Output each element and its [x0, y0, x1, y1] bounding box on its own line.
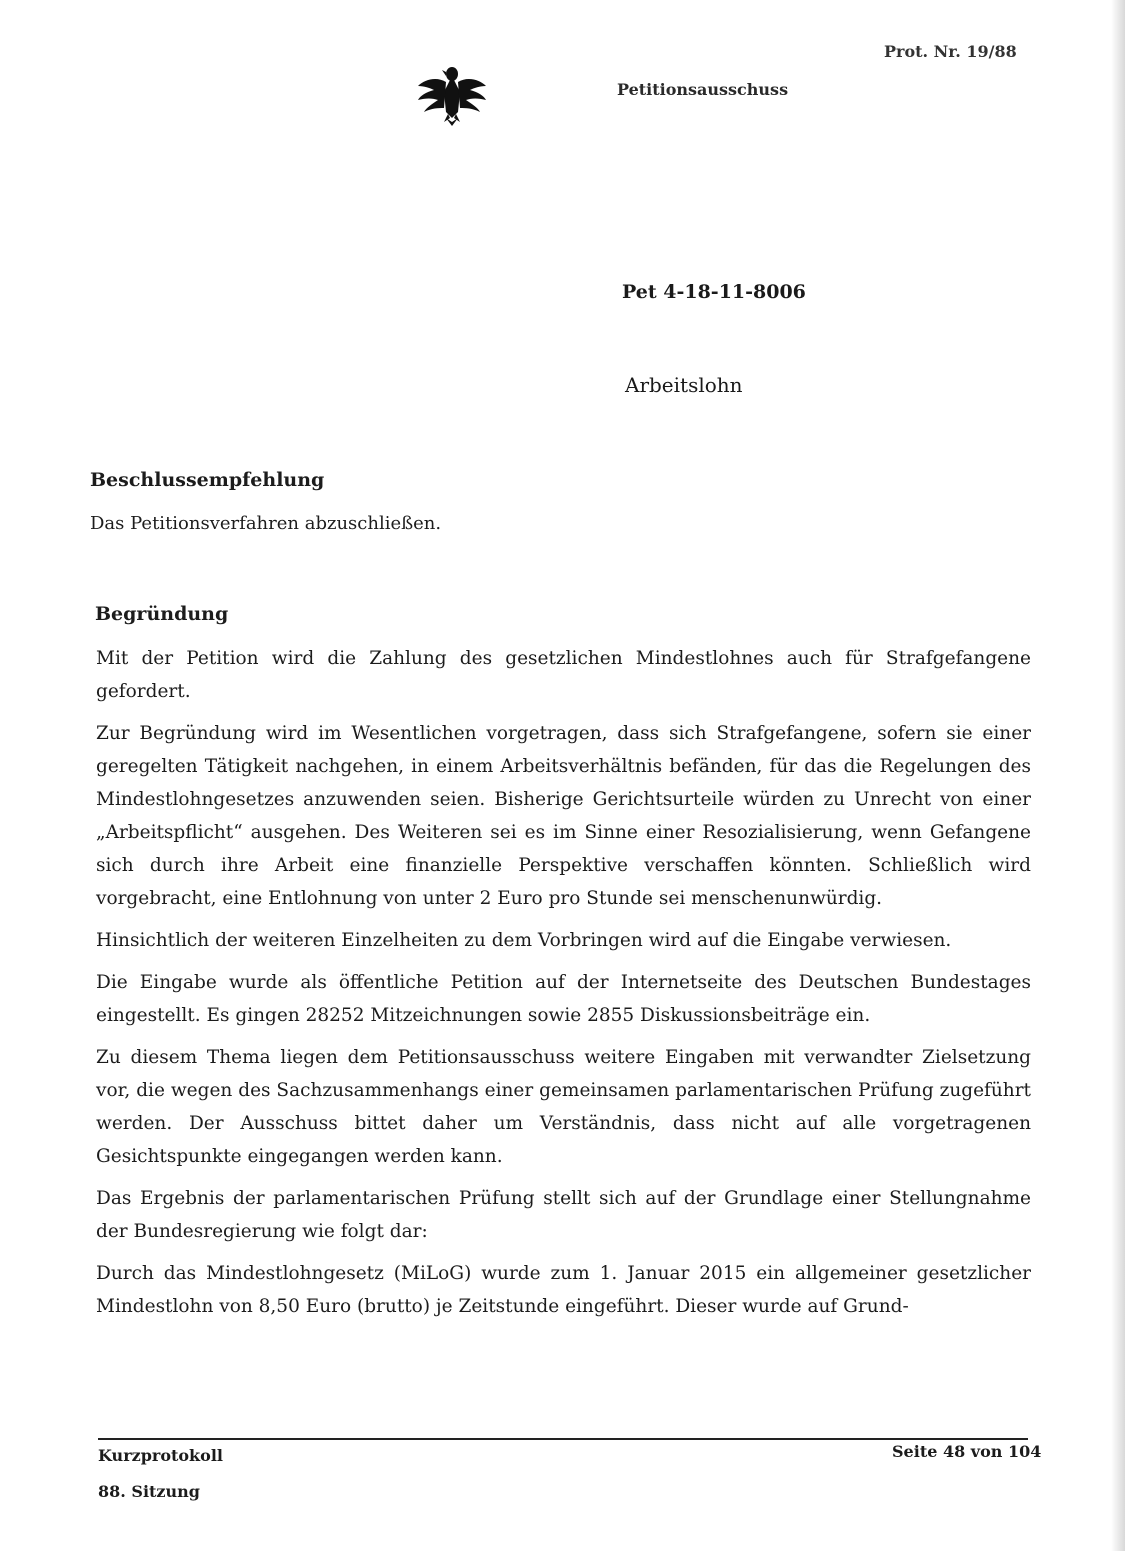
federal-eagle-logo — [416, 62, 488, 126]
paragraph: Zu diesem Thema liegen dem Petitionsausschuss weitere Eingaben mit verwandter Zielsetzung vor, die wegen des Sachzusammenhangs einer gemeinsamen parlamentarischen Prüfung zugeführt werden. Der Ausschuss bittet daher um Verständnis, dass nicht auf alle vorgetragenen Gesichtspunkte eingegangen werden kann. — [96, 1047, 1031, 1167]
committee-name: Petitionsausschuss — [617, 80, 789, 99]
paragraph: Mit der Petition wird die Zahlung des gesetzlichen Mindestlohnes auch für Strafgefangene gefordert. — [96, 648, 1031, 702]
reasoning-body — [96, 642, 1031, 1332]
footer-doc-type: Kurzprotokoll — [98, 1446, 223, 1465]
paragraph: Zur Begründung wird im Wesentlichen vorgetragen, dass sich Strafgefangene, sofern sie einer geregelten Tätigkeit nachgehen, in einem Arbeitsverhältnis befänden, für das die Regelungen des Mindestlohngesetzes anzuwenden seien. Bisherige Gerichtsurteile würden zu Unrecht von einer „Arbeitspflicht“ ausgehen. Des Weiteren sei es im Sinne einer Resozialisierung, wenn Gefangene sich durch ihre Arbeit eine finanzielle Perspektive verschaffen könnten. Schließlich wird vorgebracht, eine Entlohnung von unter 2 Euro pro Stunde sei menschenunwürdig. — [96, 723, 1031, 909]
paragraph: Das Ergebnis der parlamentarischen Prüfung stellt sich auf der Grundlage einer Stellungnahme der Bundesregierung wie folgt dar: — [96, 1188, 1031, 1242]
protocol-number: Prot. Nr. 19/88 — [884, 42, 1017, 61]
footer-page-number: Seite 48 von 104 — [892, 1442, 1042, 1461]
recommendation-heading: Beschlussempfehlung — [90, 469, 325, 491]
recommendation-text: Das Petitionsverfahren abzuschließen. — [90, 513, 442, 534]
reasoning-heading: Begründung — [95, 603, 229, 625]
paragraph: Die Eingabe wurde als öffentliche Petition auf der Internetseite des Deutschen Bundestages eingestellt. Es gingen 28252 Mitzeichnungen sowie 2855 Diskussionsbeiträge ein. — [96, 972, 1031, 1026]
petition-number: Pet 4-18-11-8006 — [622, 281, 806, 303]
paragraph: Hinsichtlich der weiteren Einzelheiten zu dem Vorbringen wird auf die Eingabe verwiesen. — [96, 930, 952, 951]
petition-subject: Arbeitslohn — [625, 373, 743, 397]
footer-session: 88. Sitzung — [98, 1482, 200, 1501]
paragraph: Durch das Mindestlohngesetz (MiLoG) wurde zum 1. Januar 2015 ein allgemeiner gesetzlicher Mindestlohn von 8,50 Euro (brutto) je Zeitstunde eingeführt. Dieser wurde auf Grund- — [96, 1263, 1031, 1317]
page-edge-shadow — [1111, 0, 1125, 1551]
footer-rule — [98, 1438, 1028, 1440]
